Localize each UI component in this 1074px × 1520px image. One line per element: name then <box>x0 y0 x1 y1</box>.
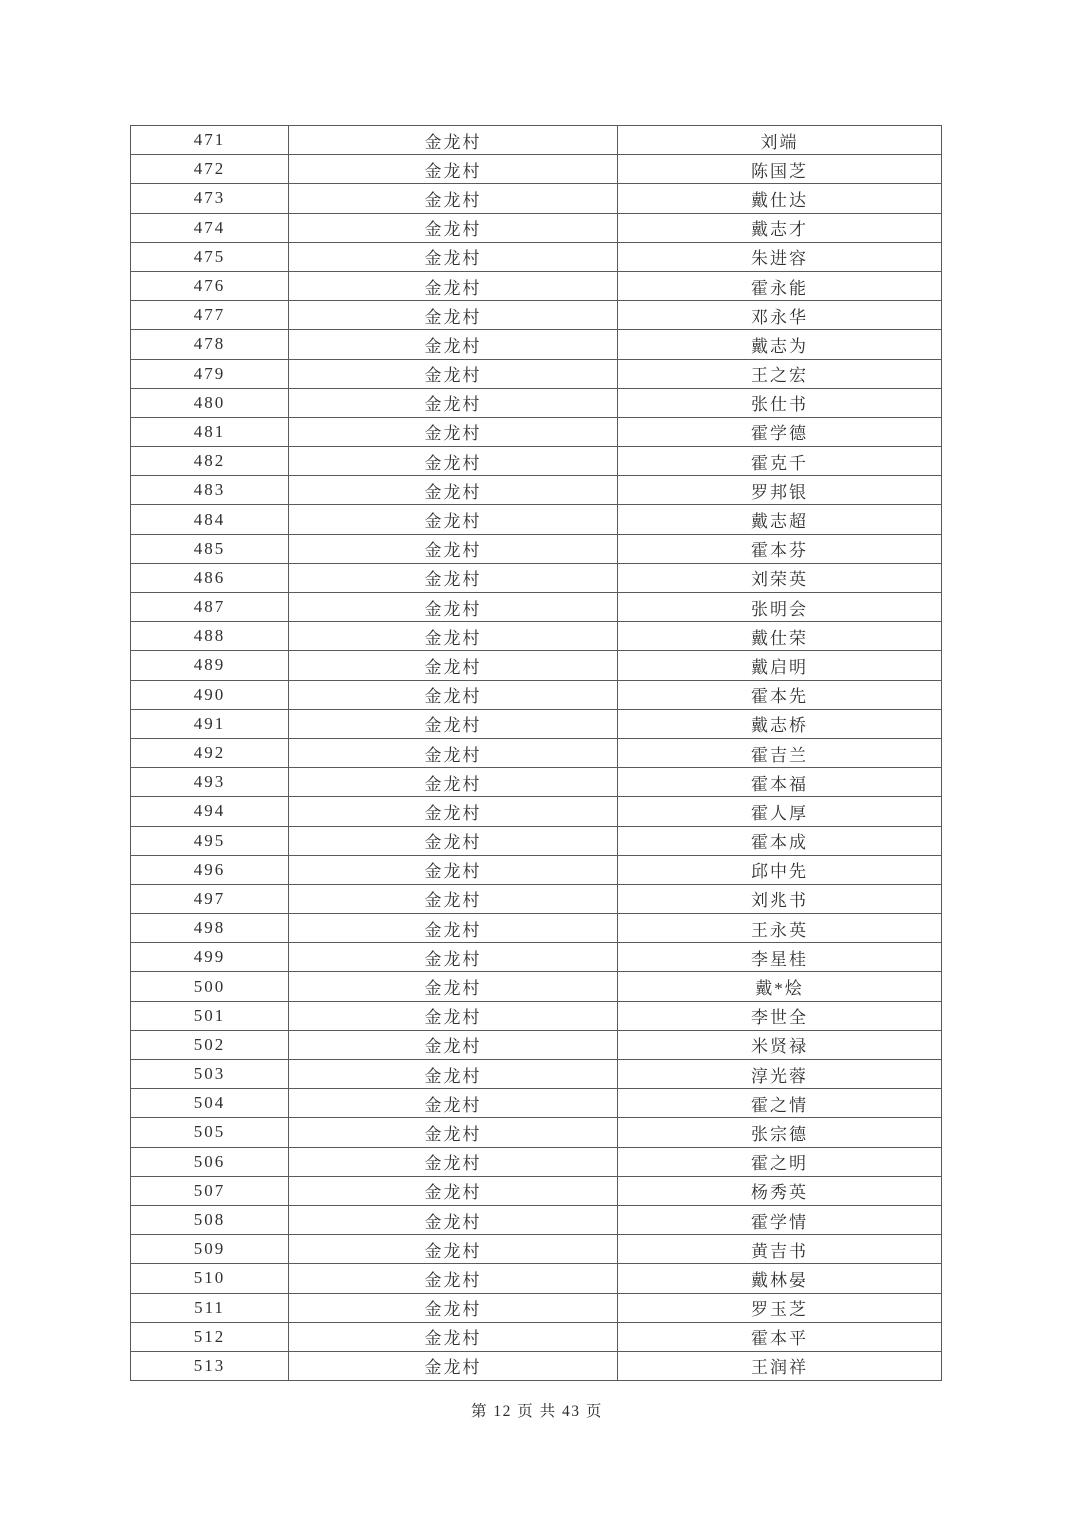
cell-village: 金龙村 <box>289 1235 618 1264</box>
cell-name: 霍本福 <box>618 768 942 797</box>
cell-village: 金龙村 <box>289 1264 618 1293</box>
cell-number: 473 <box>131 184 289 213</box>
cell-village: 金龙村 <box>289 271 618 300</box>
table-row <box>131 242 942 271</box>
cell-name: 戴仕达 <box>618 184 942 213</box>
table-row <box>131 505 942 534</box>
table-row <box>131 1176 942 1205</box>
table-row <box>131 651 942 680</box>
cell-name: 李星桂 <box>618 943 942 972</box>
cell-name: 王之宏 <box>618 359 942 388</box>
cell-village: 金龙村 <box>289 447 618 476</box>
cell-number: 509 <box>131 1235 289 1264</box>
cell-name: 霍学德 <box>618 417 942 446</box>
table-row <box>131 1147 942 1176</box>
cell-name: 霍吉兰 <box>618 738 942 767</box>
page-number-footer: 第 12 页 共 43 页 <box>471 1403 603 1420</box>
cell-number: 475 <box>131 242 289 271</box>
table-row <box>131 1030 942 1059</box>
cell-number: 474 <box>131 213 289 242</box>
cell-number: 497 <box>131 884 289 913</box>
cell-village: 金龙村 <box>289 914 618 943</box>
cell-number: 507 <box>131 1176 289 1205</box>
cell-village: 金龙村 <box>289 476 618 505</box>
table-row <box>131 768 942 797</box>
table-row <box>131 1001 942 1030</box>
cell-name: 戴启明 <box>618 651 942 680</box>
cell-name: 王永英 <box>618 914 942 943</box>
cell-name: 霍本芬 <box>618 534 942 563</box>
cell-village: 金龙村 <box>289 1322 618 1351</box>
table-row <box>131 943 942 972</box>
cell-name: 邓永华 <box>618 301 942 330</box>
cell-name: 戴志桥 <box>618 709 942 738</box>
cell-name: 张仕书 <box>618 388 942 417</box>
cell-village: 金龙村 <box>289 1089 618 1118</box>
cell-number: 504 <box>131 1089 289 1118</box>
cell-name: 霍克千 <box>618 447 942 476</box>
cell-village: 金龙村 <box>289 359 618 388</box>
cell-number: 500 <box>131 972 289 1001</box>
cell-village: 金龙村 <box>289 242 618 271</box>
table-row <box>131 680 942 709</box>
cell-name: 罗玉芝 <box>618 1293 942 1322</box>
cell-number: 512 <box>131 1322 289 1351</box>
cell-name: 戴林晏 <box>618 1264 942 1293</box>
cell-village: 金龙村 <box>289 943 618 972</box>
cell-name: 邱中先 <box>618 855 942 884</box>
cell-number: 501 <box>131 1001 289 1030</box>
cell-number: 484 <box>131 505 289 534</box>
cell-village: 金龙村 <box>289 534 618 563</box>
table-row <box>131 330 942 359</box>
cell-village: 金龙村 <box>289 680 618 709</box>
table-row <box>131 1118 942 1147</box>
table-row <box>131 1264 942 1293</box>
cell-name: 张宗德 <box>618 1118 942 1147</box>
cell-village: 金龙村 <box>289 155 618 184</box>
cell-name: 朱进容 <box>618 242 942 271</box>
cell-number: 471 <box>131 126 289 155</box>
table-row <box>131 388 942 417</box>
table-row <box>131 359 942 388</box>
cell-number: 503 <box>131 1060 289 1089</box>
cell-village: 金龙村 <box>289 738 618 767</box>
table-row <box>131 1205 942 1234</box>
cell-village: 金龙村 <box>289 797 618 826</box>
cell-name: 杨秀英 <box>618 1176 942 1205</box>
table-row <box>131 476 942 505</box>
cell-number: 506 <box>131 1147 289 1176</box>
cell-number: 483 <box>131 476 289 505</box>
table-row <box>131 1322 942 1351</box>
cell-village: 金龙村 <box>289 709 618 738</box>
cell-village: 金龙村 <box>289 884 618 913</box>
table-row <box>131 593 942 622</box>
cell-village: 金龙村 <box>289 593 618 622</box>
cell-number: 482 <box>131 447 289 476</box>
cell-name: 霍永能 <box>618 271 942 300</box>
cell-number: 478 <box>131 330 289 359</box>
cell-village: 金龙村 <box>289 651 618 680</box>
cell-name: 刘兆书 <box>618 884 942 913</box>
cell-village: 金龙村 <box>289 388 618 417</box>
table-row <box>131 155 942 184</box>
table-row <box>131 914 942 943</box>
cell-village: 金龙村 <box>289 505 618 534</box>
cell-number: 491 <box>131 709 289 738</box>
cell-village: 金龙村 <box>289 1176 618 1205</box>
table-row <box>131 738 942 767</box>
cell-village: 金龙村 <box>289 1147 618 1176</box>
cell-name: 霍本先 <box>618 680 942 709</box>
cell-number: 472 <box>131 155 289 184</box>
cell-number: 481 <box>131 417 289 446</box>
cell-village: 金龙村 <box>289 1351 618 1380</box>
roster-table-body <box>131 126 942 1381</box>
table-row <box>131 855 942 884</box>
cell-village: 金龙村 <box>289 1118 618 1147</box>
cell-name: 张明会 <box>618 593 942 622</box>
table-row <box>131 1060 942 1089</box>
table-row <box>131 622 942 651</box>
cell-village: 金龙村 <box>289 184 618 213</box>
cell-name: 李世全 <box>618 1001 942 1030</box>
cell-village: 金龙村 <box>289 768 618 797</box>
table-row <box>131 213 942 242</box>
cell-village: 金龙村 <box>289 972 618 1001</box>
cell-name: 戴仕荣 <box>618 622 942 651</box>
table-row <box>131 184 942 213</box>
cell-name: 王润祥 <box>618 1351 942 1380</box>
table-row <box>131 972 942 1001</box>
cell-name: 霍本成 <box>618 826 942 855</box>
table-row <box>131 301 942 330</box>
cell-village: 金龙村 <box>289 622 618 651</box>
table-row <box>131 826 942 855</box>
table-row <box>131 126 942 155</box>
cell-name: 戴志为 <box>618 330 942 359</box>
cell-name: 刘端 <box>618 126 942 155</box>
table-row <box>131 797 942 826</box>
cell-village: 金龙村 <box>289 826 618 855</box>
cell-number: 490 <box>131 680 289 709</box>
cell-village: 金龙村 <box>289 1030 618 1059</box>
roster-table-container <box>130 125 941 1381</box>
cell-name: 刘荣英 <box>618 563 942 592</box>
cell-village: 金龙村 <box>289 330 618 359</box>
cell-number: 511 <box>131 1293 289 1322</box>
cell-village: 金龙村 <box>289 1060 618 1089</box>
cell-village: 金龙村 <box>289 301 618 330</box>
cell-number: 479 <box>131 359 289 388</box>
cell-number: 489 <box>131 651 289 680</box>
cell-number: 492 <box>131 738 289 767</box>
cell-village: 金龙村 <box>289 855 618 884</box>
cell-village: 金龙村 <box>289 213 618 242</box>
cell-name: 霍之情 <box>618 1089 942 1118</box>
cell-name: 戴志超 <box>618 505 942 534</box>
cell-number: 495 <box>131 826 289 855</box>
cell-number: 498 <box>131 914 289 943</box>
table-row <box>131 534 942 563</box>
roster-table <box>130 125 942 1381</box>
cell-number: 493 <box>131 768 289 797</box>
cell-village: 金龙村 <box>289 1293 618 1322</box>
table-row <box>131 1351 942 1380</box>
cell-name: 戴*烩 <box>618 972 942 1001</box>
cell-number: 476 <box>131 271 289 300</box>
cell-number: 508 <box>131 1205 289 1234</box>
table-row <box>131 884 942 913</box>
cell-number: 499 <box>131 943 289 972</box>
cell-village: 金龙村 <box>289 417 618 446</box>
cell-number: 502 <box>131 1030 289 1059</box>
cell-name: 霍学情 <box>618 1205 942 1234</box>
cell-number: 494 <box>131 797 289 826</box>
cell-name: 黄吉书 <box>618 1235 942 1264</box>
table-row <box>131 1235 942 1264</box>
cell-name: 霍本平 <box>618 1322 942 1351</box>
cell-village: 金龙村 <box>289 563 618 592</box>
cell-number: 513 <box>131 1351 289 1380</box>
cell-number: 485 <box>131 534 289 563</box>
cell-number: 488 <box>131 622 289 651</box>
table-row <box>131 271 942 300</box>
cell-number: 505 <box>131 1118 289 1147</box>
cell-name: 米贤禄 <box>618 1030 942 1059</box>
cell-name: 淳光蓉 <box>618 1060 942 1089</box>
cell-number: 510 <box>131 1264 289 1293</box>
table-row <box>131 417 942 446</box>
table-row <box>131 1293 942 1322</box>
cell-name: 霍人厚 <box>618 797 942 826</box>
cell-number: 477 <box>131 301 289 330</box>
cell-number: 486 <box>131 563 289 592</box>
table-row <box>131 1089 942 1118</box>
cell-number: 487 <box>131 593 289 622</box>
cell-village: 金龙村 <box>289 1001 618 1030</box>
table-row <box>131 563 942 592</box>
cell-village: 金龙村 <box>289 126 618 155</box>
cell-village: 金龙村 <box>289 1205 618 1234</box>
table-row <box>131 709 942 738</box>
cell-name: 陈国芝 <box>618 155 942 184</box>
cell-name: 罗邦银 <box>618 476 942 505</box>
cell-number: 496 <box>131 855 289 884</box>
table-row <box>131 447 942 476</box>
cell-number: 480 <box>131 388 289 417</box>
cell-name: 戴志才 <box>618 213 942 242</box>
cell-name: 霍之明 <box>618 1147 942 1176</box>
